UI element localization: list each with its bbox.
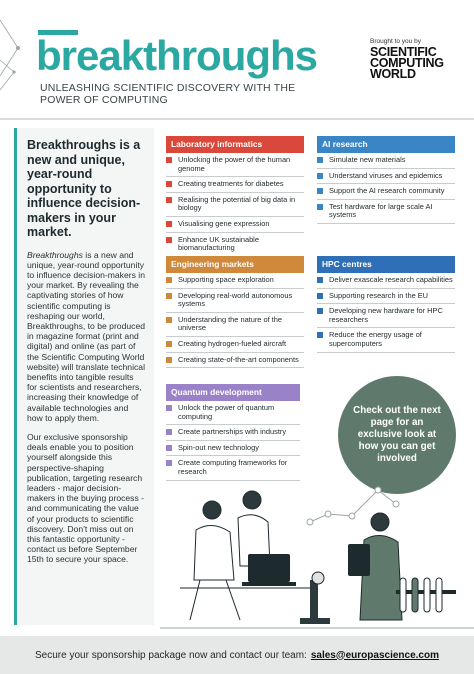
- laptop-graphic: [242, 554, 296, 586]
- trend-point: [307, 519, 313, 525]
- category-heading: AI research: [317, 136, 455, 153]
- list-item: [166, 404, 300, 425]
- square-bullet-icon: [166, 405, 172, 411]
- header: [0, 0, 474, 120]
- scientists-illustration: [160, 470, 474, 630]
- list-item: [317, 331, 455, 352]
- square-bullet-icon: [317, 308, 323, 314]
- list-item: [317, 172, 455, 185]
- sponsorship-paragraph: Our exclusive sponsorship deals enable you to position yourself alongside this perspective-shaping publication, targeting research leaders - major decision-makers in the buying process - and communicating the value of your products to scientific discovery. Don't miss out on this fantastic opportunity - contact us before September 15th to secure your space.: [27, 431, 145, 565]
- category-heading: HPC centres: [317, 256, 455, 273]
- list-item-text: Realising the potential of big data in biology: [178, 194, 296, 213]
- category-heading: Quantum development: [166, 384, 300, 401]
- list-item: [317, 307, 455, 328]
- list-item-text: Reduce the energy usage of supercomputers: [329, 330, 422, 348]
- list-item: [317, 187, 455, 200]
- category-list: [317, 276, 455, 353]
- list-item-text: Developing real-world autonomous systems: [178, 290, 293, 309]
- square-bullet-icon: [317, 332, 323, 338]
- square-bullet-icon: [166, 293, 172, 299]
- list-item-text: Supporting research in the EU: [329, 290, 429, 300]
- list-item: [166, 428, 300, 441]
- square-bullet-icon: [166, 221, 172, 227]
- test-tubes-graphic: [396, 578, 456, 612]
- list-item: [166, 292, 304, 313]
- list-item: [166, 276, 304, 289]
- trend-point: [375, 487, 381, 493]
- category-list: [166, 156, 304, 257]
- callout-text: Check out the next page for an exclusive look at how you can get involved: [353, 405, 441, 464]
- intro-panel: [14, 128, 154, 625]
- category-list: [166, 276, 304, 368]
- footer-text: Secure your sponsorship package now and contact our team:: [35, 649, 307, 661]
- list-item: [317, 292, 455, 305]
- list-item: [317, 156, 455, 169]
- list-item-text: Deliver exascale research capabilities: [329, 275, 453, 284]
- square-bullet-icon: [166, 357, 172, 363]
- intro-paragraph-text: is a new and unique, year-round opportunity to influence decision-makers in your market. By revealing the captivating stories of how scientific computing is reshaping our world, Breakthroughs, to be produced in magazine format (print and digital) and online (as part of the Scientific Computing World website) will translate technical benefits into tangible results for scientists and researchers, increasing their knowledge of available technologies and how to apply them.: [27, 249, 146, 423]
- list-item: [166, 444, 300, 457]
- list-item-text: Understand viruses and epidemics: [329, 170, 443, 180]
- list-item: [317, 203, 455, 224]
- category-laboratory-informatics: [166, 136, 304, 260]
- trend-point: [349, 513, 355, 519]
- list-item-text: Creating state-of-the-art components: [178, 354, 299, 364]
- list-item-text: Unlock the power of quantum computing: [178, 403, 275, 421]
- list-item: [166, 196, 304, 217]
- footer: [0, 636, 474, 674]
- list-item-text: Unlocking the power of the human genome: [178, 155, 291, 173]
- list-item-text: Simulate new materials: [329, 155, 406, 164]
- square-bullet-icon: [166, 429, 172, 435]
- category-heading: Laboratory informatics: [166, 136, 304, 153]
- list-item-text: Test hardware for large scale AI systems: [329, 201, 433, 220]
- category-list: [317, 156, 455, 224]
- trend-point: [325, 511, 331, 517]
- square-bullet-icon: [166, 460, 172, 466]
- category-ai-research: [317, 136, 455, 227]
- square-bullet-icon: [317, 204, 323, 210]
- list-item-text: Developing new hardware for HPC researchers: [329, 306, 443, 324]
- list-item-text: Create partnerships with industry: [178, 427, 287, 437]
- trend-point: [393, 501, 399, 507]
- list-item-text: Support the AI research community: [329, 186, 445, 196]
- square-bullet-icon: [166, 317, 172, 323]
- square-bullet-icon: [166, 181, 172, 187]
- intro-title-emphasis: Breakthroughs: [27, 249, 83, 260]
- list-item-text: Supporting space exploration: [178, 275, 274, 284]
- list-item-text: Visualising gene expression: [178, 218, 270, 228]
- category-quantum-development: [166, 384, 300, 484]
- list-item-text: Understanding the nature of the universe: [178, 314, 282, 333]
- list-item-text: Enhance UK sustainable biomanufacturing: [178, 234, 259, 253]
- square-bullet-icon: [317, 277, 323, 283]
- square-bullet-icon: [166, 277, 172, 283]
- brought-by-label: Brought to you by: [370, 38, 421, 45]
- list-item: [166, 316, 304, 337]
- tablet-graphic: [348, 544, 370, 576]
- scientist-seated-figure: [190, 501, 240, 620]
- publisher-logo: SCIENTIFIC COMPUTING WORLD: [370, 45, 444, 81]
- list-item: [166, 356, 304, 369]
- list-item: [166, 236, 304, 257]
- intro-lead: Breakthroughs is a new and unique, year-round opportunity to influence decision-makers in your market.: [27, 138, 141, 239]
- square-bullet-icon: [166, 157, 172, 163]
- microscope-graphic: [300, 572, 330, 624]
- square-bullet-icon: [317, 293, 323, 299]
- list-item-text: Creating hydrogen-fueled aircraft: [178, 338, 287, 348]
- square-bullet-icon: [166, 237, 172, 243]
- list-item: [166, 156, 304, 177]
- list-item: [317, 276, 455, 289]
- list-item: [166, 180, 304, 193]
- category-engineering-markets: [166, 256, 304, 371]
- intro-paragraph: [27, 250, 145, 423]
- square-bullet-icon: [166, 341, 172, 347]
- footer-email-link[interactable]: sales@europascience.com: [310, 649, 439, 661]
- list-item-text: Creating treatments for diabetes: [178, 179, 284, 189]
- square-bullet-icon: [317, 188, 323, 194]
- square-bullet-icon: [317, 157, 323, 163]
- square-bullet-icon: [166, 445, 172, 451]
- brand-title: breakthroughs: [36, 32, 318, 79]
- list-item-text: Spin-out new technology: [178, 442, 259, 452]
- square-bullet-icon: [317, 173, 323, 179]
- list-item-text: Create computing frameworks for research: [178, 458, 288, 476]
- list-item: [166, 340, 304, 353]
- list-item: [166, 220, 304, 233]
- category-hpc-centres: [317, 256, 455, 356]
- category-heading: Engineering markets: [166, 256, 304, 273]
- brand-subtitle: UNLEASHING SCIENTIFIC DISCOVERY WITH THE POWER OF COMPUTING: [40, 82, 296, 106]
- square-bullet-icon: [166, 197, 172, 203]
